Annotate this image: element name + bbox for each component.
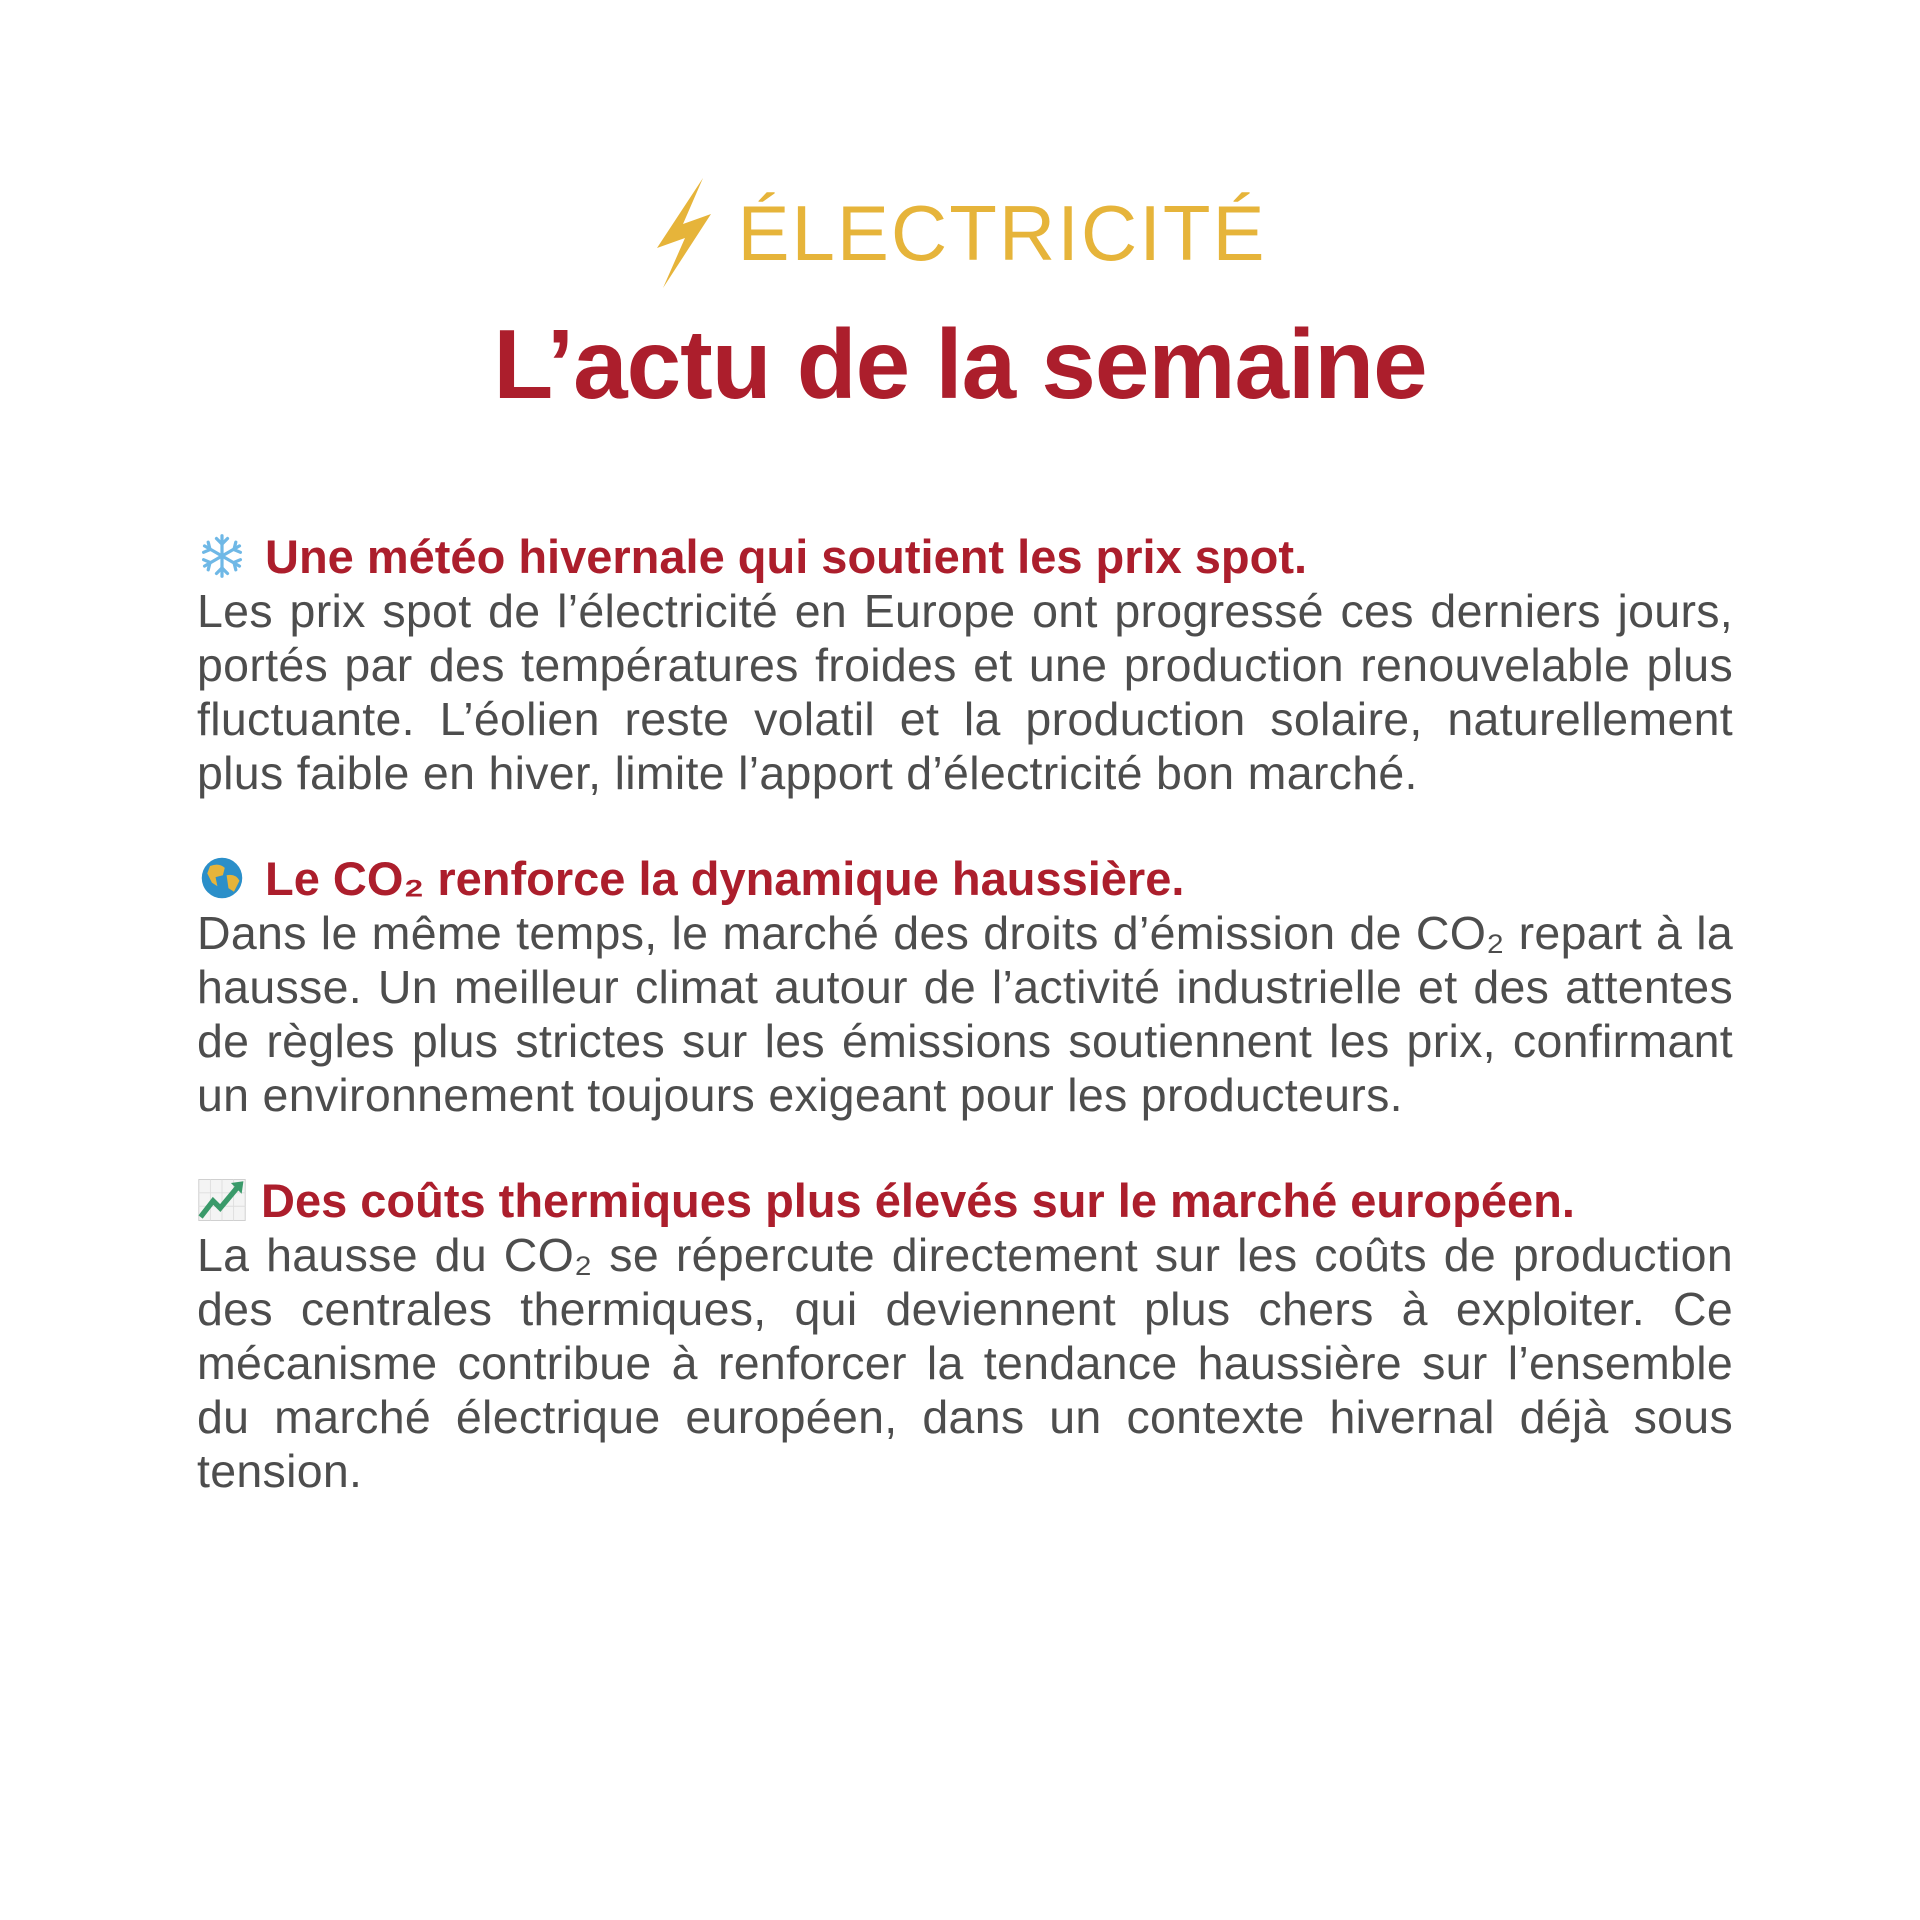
news-item-thermal: [197, 1174, 1733, 1498]
lightning-icon: [653, 178, 715, 288]
news-heading: Des coûts thermiques plus élevés sur le marché européen.: [261, 1174, 1575, 1227]
snowflake-icon: [197, 533, 247, 579]
news-heading: Le CO₂ renforce la dynamique haussière.: [265, 852, 1185, 905]
category-label: ÉLECTRICITÉ: [737, 188, 1267, 277]
page-title: L’actu de la semaine: [493, 309, 1427, 419]
news-body: Les prix spot de l’électricité en Europe ont progressé ces derniers jours, portés par des températures froides et une production renouvelable plus fluctuante. L’éolien reste volatil et la production solaire, naturellement plus faible en hiver, limite l’apport d’électricité bon marché.: [197, 585, 1733, 799]
category-kicker: [0, 178, 1920, 288]
news-heading: Une météo hivernale qui soutient les prix spot.: [265, 530, 1308, 583]
news-body: La hausse du CO₂ se répercute directement sur les coûts de production des centrales thermiques, qui deviennent plus chers à exploiter. Ce mécanisme contribue à renforcer la tendance haussière sur l’ensemble du marché électrique européen, dans un contexte hivernal déjà sous tension.: [197, 1229, 1733, 1497]
news-body: Dans le même temps, le marché des droits d’émission de CO₂ repart à la hausse. Un meilleur climat autour de l’activité industrielle et des attentes de règles plus strictes sur les émissions soutiennent les prix, confirmant un environnement toujours exigeant pour les producteurs.: [197, 907, 1733, 1121]
news-list: [197, 530, 1733, 1550]
chart-increasing-icon: [197, 1177, 253, 1223]
globe-icon: [197, 855, 247, 901]
news-item-weather: [197, 530, 1733, 800]
news-item-co2: [197, 852, 1733, 1122]
